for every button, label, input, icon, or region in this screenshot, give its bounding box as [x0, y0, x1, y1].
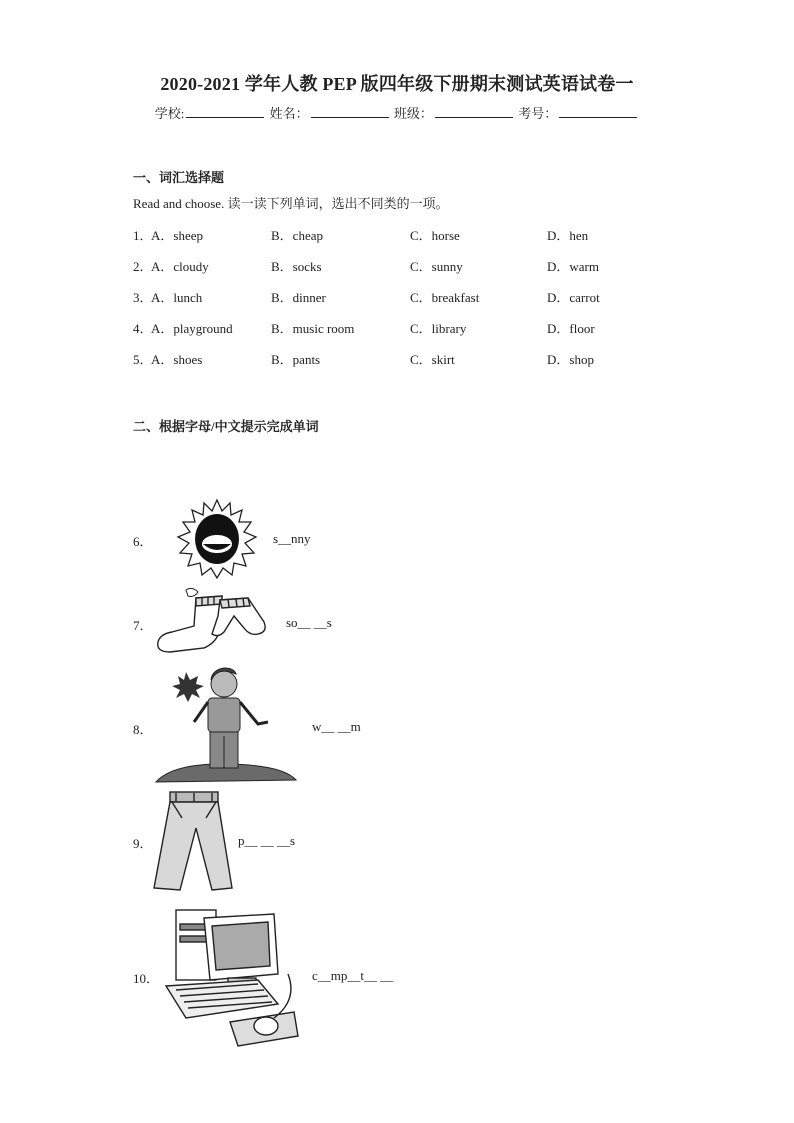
option-a: A．lunch [151, 290, 203, 305]
number-blank [559, 105, 637, 118]
shirt-icon [208, 698, 240, 732]
option-d: D．warm [547, 259, 599, 274]
socks-picture [152, 586, 272, 658]
item-number: 10． [133, 971, 160, 986]
word-hint: so__ __s [286, 615, 332, 630]
sock-icon [158, 596, 265, 652]
number-label: 考号： [518, 106, 558, 121]
option-c: C．library [410, 321, 467, 336]
trousers-icon [154, 792, 232, 890]
word-hint: p__ __ __s [238, 833, 296, 848]
option-c: C．sunny [410, 259, 463, 274]
section1-heading: 一、词汇选择题 [133, 170, 225, 185]
word-hint: w__ __m [312, 719, 361, 734]
class-label: 班级： [393, 106, 433, 121]
keyboard-icon [166, 980, 278, 1018]
question-number: 1． [133, 228, 153, 243]
question-number: 2． [133, 259, 153, 274]
name-label: 姓名： [269, 106, 309, 121]
option-a: A．sheep [151, 228, 203, 243]
question-row [0, 349, 794, 367]
name-blank [311, 105, 389, 118]
school-blank [186, 105, 264, 118]
warm-boy-picture [152, 664, 300, 786]
computer-picture [158, 900, 302, 1048]
pants-picture [152, 788, 236, 892]
question-number: 5． [133, 352, 153, 367]
option-a: A．cloudy [151, 259, 209, 274]
question-row [0, 225, 794, 243]
question-row [0, 318, 794, 336]
sun-picture [172, 498, 262, 580]
question-row [0, 287, 794, 305]
question-row [0, 256, 794, 274]
option-d: D．carrot [547, 290, 600, 305]
school-label: 学校: [154, 106, 185, 121]
item-number: 6． [133, 534, 153, 549]
question-number: 4． [133, 321, 153, 336]
option-d: D．shop [547, 352, 594, 367]
student-info-line [0, 103, 794, 122]
option-d: D．floor [547, 321, 595, 336]
item-number: 8． [133, 722, 153, 737]
option-c: C．breakfast [410, 290, 480, 305]
item-number: 9． [133, 836, 153, 851]
question-number: 3． [133, 290, 153, 305]
option-b: B．music room [271, 321, 355, 336]
item-number: 7． [133, 618, 153, 633]
option-a: A．playground [151, 321, 233, 336]
option-b: B．cheap [271, 228, 323, 243]
option-d: D．hen [547, 228, 589, 243]
class-blank [435, 105, 513, 118]
option-b: B．socks [271, 259, 322, 274]
word-hint: s__nny [273, 531, 311, 546]
option-c: C．horse [410, 228, 460, 243]
word-hint: c__mp__t__ __ [312, 968, 394, 983]
section2-heading: 二、根据字母/中文提示完成单词 [133, 419, 319, 434]
monitor-icon [204, 914, 278, 986]
small-sun-icon [172, 672, 204, 702]
option-c: C．skirt [410, 352, 455, 367]
sock-tag-icon [186, 588, 198, 596]
section1-instruction: Read and choose. 读一读下列单词，选出不同类的一项。 [133, 196, 449, 211]
option-b: B．dinner [271, 290, 326, 305]
option-a: A．shoes [151, 352, 203, 367]
option-b: B．pants [271, 352, 321, 367]
page-title: 2020-2021 学年人教 PEP 版四年级下册期末测试英语试卷一 [160, 74, 634, 94]
